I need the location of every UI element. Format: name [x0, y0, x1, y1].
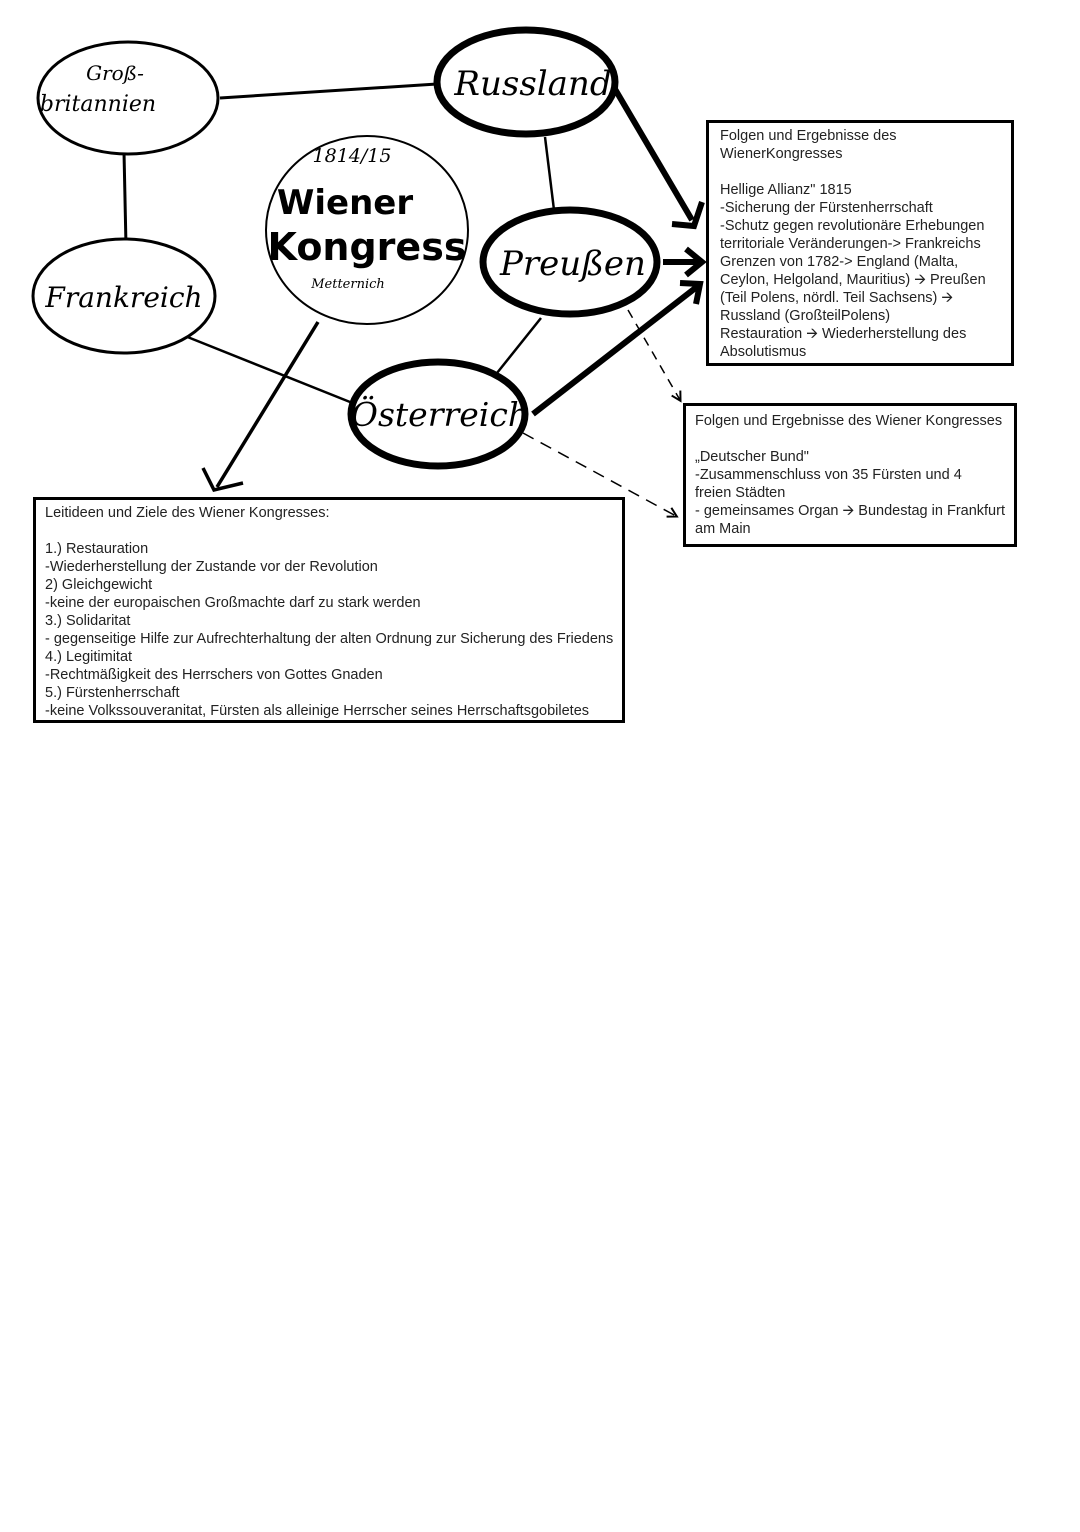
- arrow-congress-to-leitideen: [203, 322, 318, 490]
- node-frankreich: [33, 239, 215, 353]
- congress-title-line2: Kongress: [267, 225, 467, 269]
- grossbritannien-label-line2: britannien: [39, 92, 157, 117]
- node-oesterreich: [351, 362, 529, 466]
- box-deutscher-bund: [683, 403, 1017, 547]
- edge-frankreich-oesterreich: [185, 336, 355, 404]
- node-russland: [437, 30, 615, 134]
- bund-gap: [695, 430, 1014, 448]
- allianz-line: Hellige Allianz" 1815: [720, 182, 852, 198]
- allianz-title-line1: Folgen und Ergebnisse des: [720, 128, 897, 144]
- preussen-label: Preußen: [500, 244, 646, 284]
- bund-line: -Zusammenschluss von 35 Fürsten und 4: [695, 467, 962, 483]
- box-leitideen: [33, 497, 625, 723]
- allianz-gap: [720, 163, 1011, 181]
- box-heilige-allianz: [706, 120, 1014, 366]
- allianz-line: -Schutz gegen revolutionäre Erhebungen: [720, 218, 985, 234]
- bund-title: Folgen und Ergebnisse des Wiener Kongresses: [695, 413, 1003, 429]
- edge-russland-preussen: [545, 137, 554, 210]
- allianz-line: Restauration 🡪 Wiederherstellung des: [720, 326, 967, 342]
- congress-title-line1: Wiener: [276, 183, 414, 223]
- grossbritannien-label-line1: Groß-: [86, 61, 144, 85]
- leitideen-line: 2) Gleichgewicht: [45, 577, 153, 593]
- arrow-russland-to-folgen: [612, 84, 702, 226]
- oesterreich-label: Österreich: [350, 395, 530, 434]
- node-preussen: [483, 210, 657, 314]
- allianz-line: Absolutismus: [720, 344, 807, 360]
- bund-line: - gemeinsames Organ 🡪 Bundestag in Frankfurt: [695, 503, 1005, 519]
- bund-line: freien Städten: [695, 485, 786, 501]
- leitideen-line: 4.) Legitimitat: [45, 649, 133, 665]
- leitideen-line: 1.) Restauration: [45, 541, 149, 557]
- frankreich-label: Frankreich: [45, 281, 203, 314]
- bund-line: am Main: [695, 521, 751, 537]
- allianz-line: -Sicherung der Fürstenherrschaft: [720, 200, 933, 216]
- congress-person: Metternich: [311, 277, 385, 292]
- allianz-line: Ceylon, Helgoland, Mauritius) 🡪 Preußen: [720, 272, 986, 288]
- leitideen-line: -Wiederherstellung der Zustande vor der Revolution: [45, 559, 378, 575]
- allianz-line: territoriale Veränderungen-> Frankreichs: [720, 236, 981, 252]
- russland-label: Russland: [454, 64, 612, 104]
- allianz-line: (Teil Polens, nördl. Teil Sachsens) 🡪: [720, 290, 954, 306]
- node-grossbritannien: [38, 42, 218, 154]
- edge-grossbritannien-russland: [220, 84, 437, 98]
- leitideen-line: - gegenseitige Hilfe zur Aufrechterhaltung der alten Ordnung zur Sicherung des Friedens: [45, 631, 614, 647]
- allianz-title-line2: WienerKongresses: [720, 146, 843, 162]
- node-congress: [266, 136, 468, 324]
- leitideen-line: 5.) Fürstenherrschaft: [45, 685, 180, 701]
- edge-preussen-oesterreich: [497, 318, 541, 373]
- leitideen-line: -keine der europaischen Großmachte darf zu stark werden: [45, 595, 421, 611]
- allianz-line: Russland (GroßteilPolens): [720, 308, 891, 324]
- leitideen-gap: [45, 522, 622, 540]
- arrow-preussen-to-folgen: [663, 249, 702, 275]
- leitideen-title: Leitideen und Ziele des Wiener Kongresses:: [45, 505, 330, 521]
- leitideen-line: 3.) Solidaritat: [45, 613, 131, 629]
- allianz-line: Grenzen von 1782-> England (Malta,: [720, 254, 959, 270]
- leitideen-line: -Rechtmäßigkeit des Herrschers von Gottes Gnaden: [45, 667, 383, 683]
- edge-grossbritannien-frankreich: [124, 152, 126, 246]
- bund-line: „Deutscher Bund": [695, 449, 809, 465]
- leitideen-line: -keine Volkssouveranitat, Fürsten als alleinige Herrscher seines Herrschaftsgobiletes: [45, 703, 590, 719]
- congress-year: 1814/15: [312, 145, 392, 167]
